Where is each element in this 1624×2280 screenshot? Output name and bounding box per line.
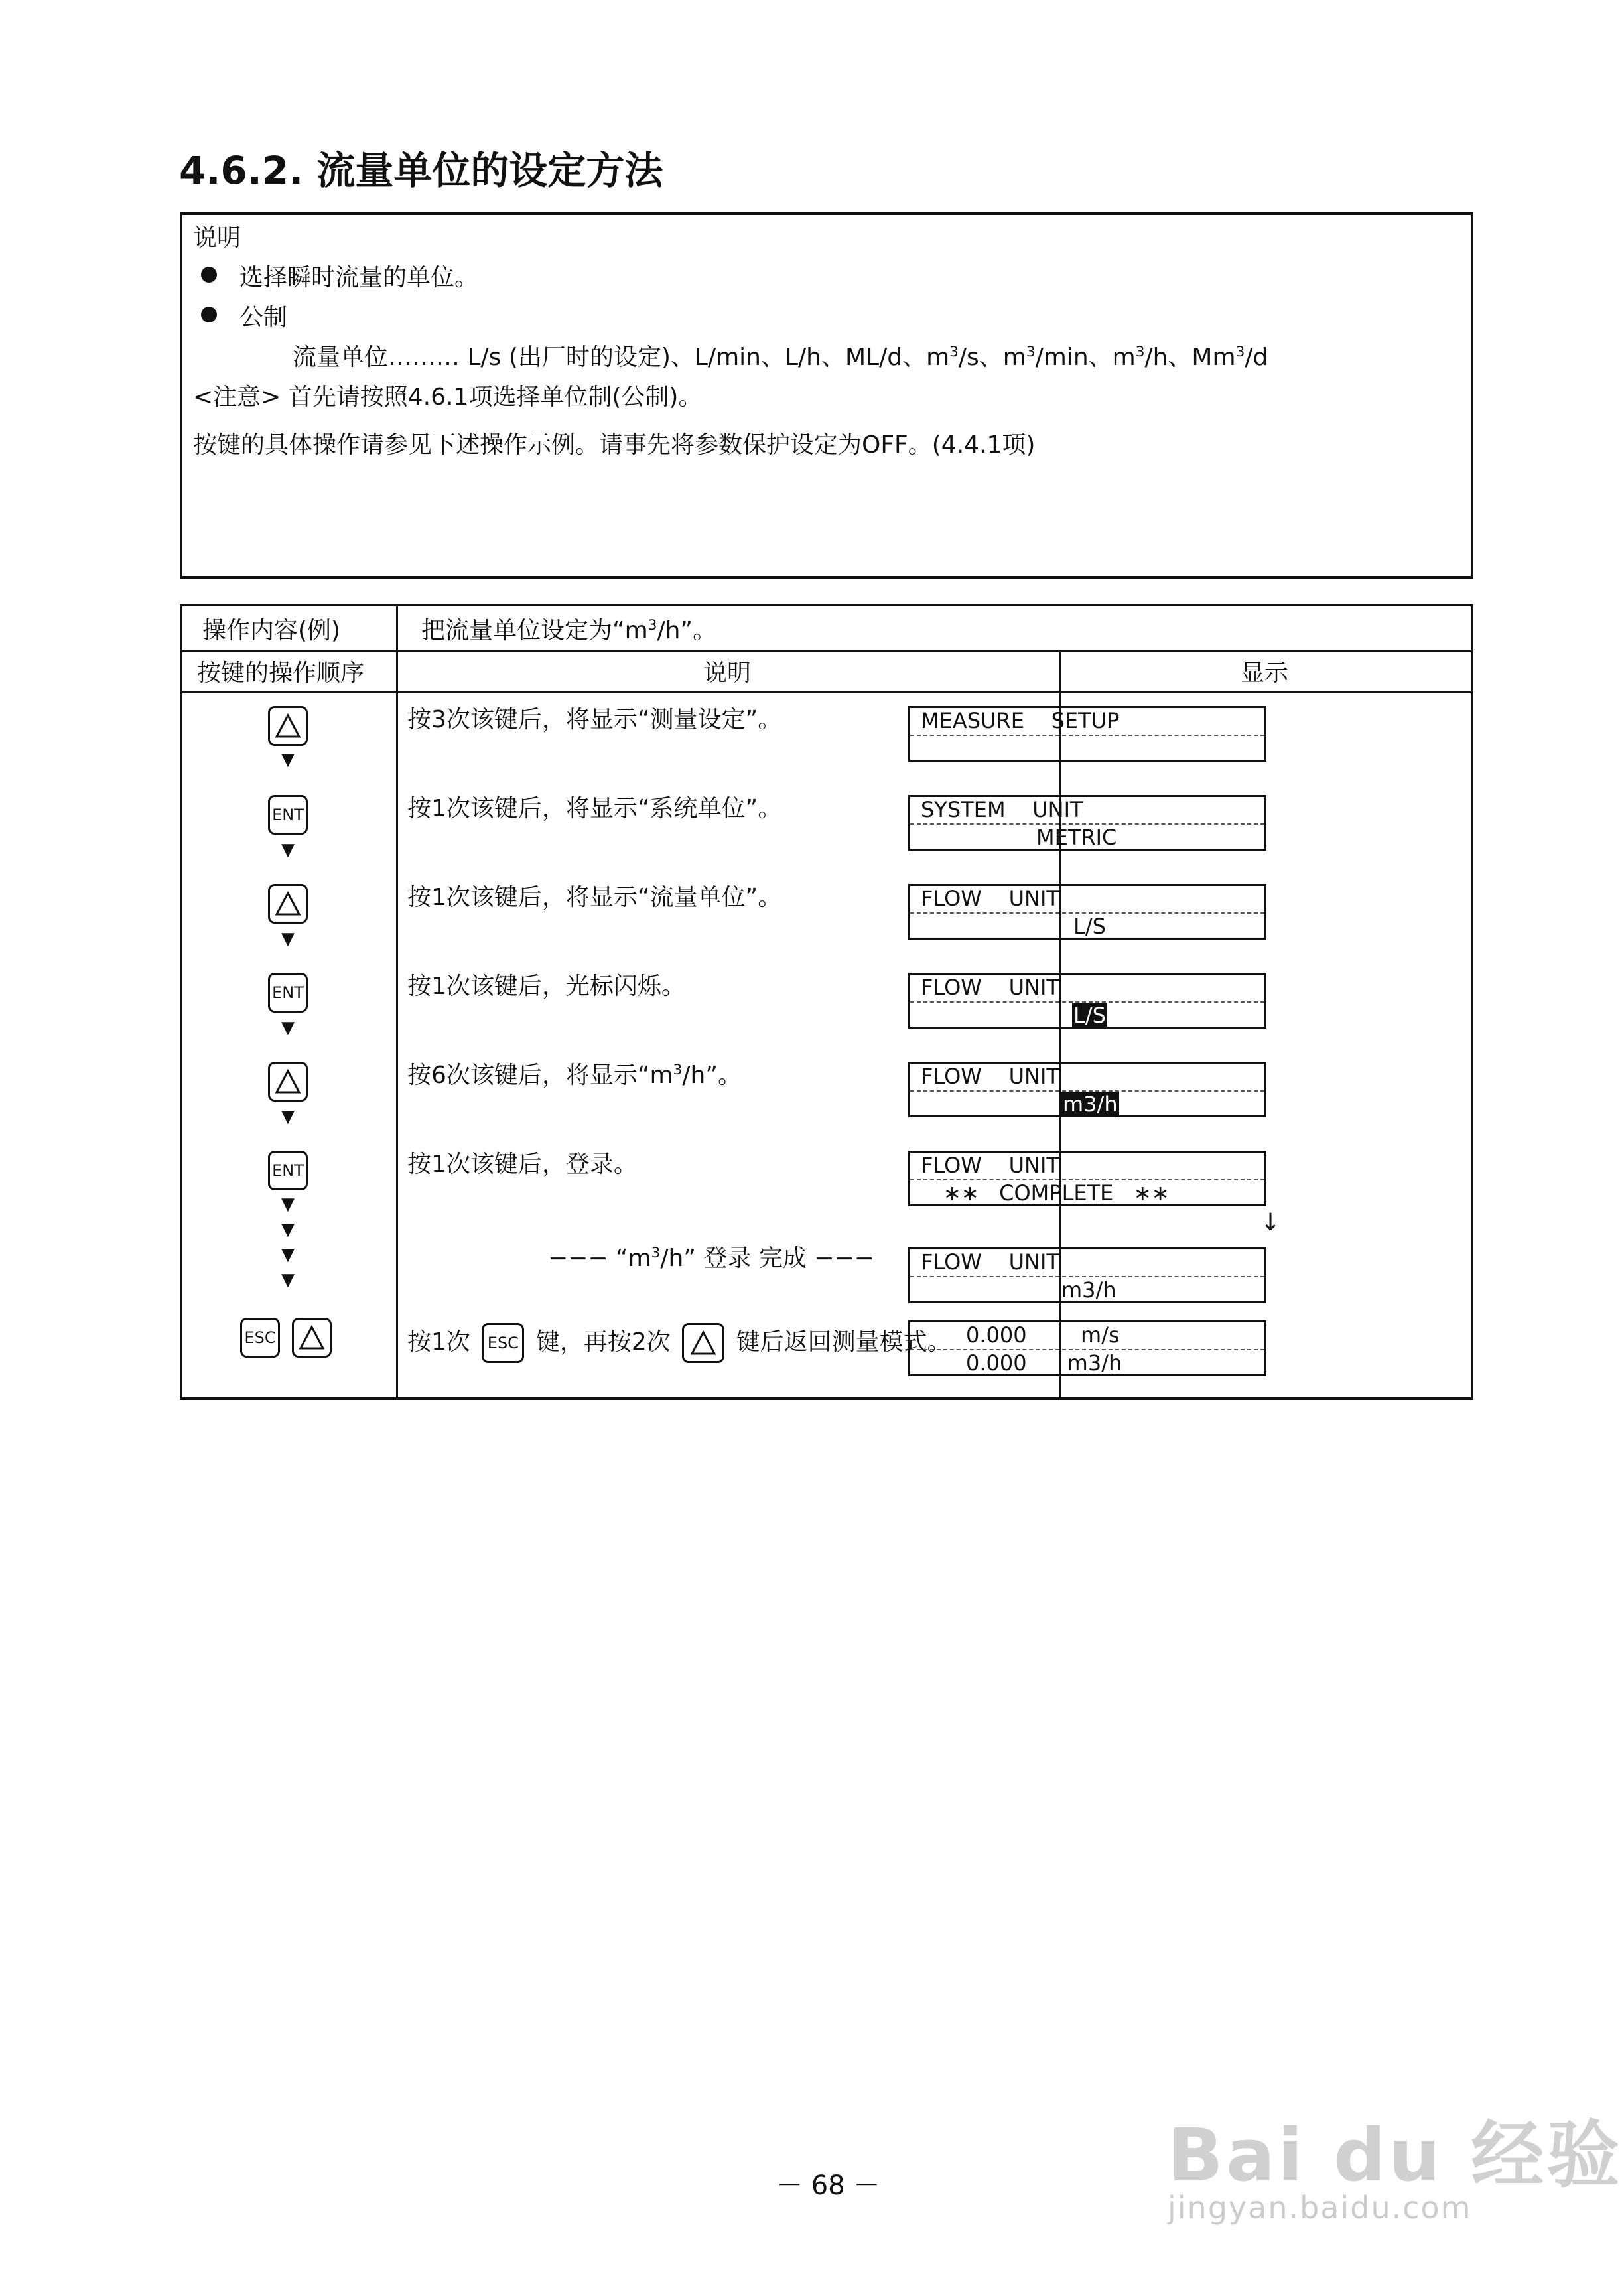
down-triangle-icon: ▼ [281, 1245, 295, 1265]
step-desc: 按1次该键后，将显示“流量单位”。 [407, 884, 782, 911]
esc-key[interactable]: ESC [482, 1323, 524, 1363]
key-instruction-text: 按键的具体操作请参见下述操作示例。请事先将参数保护设定为OFF。(4.4.1项) [193, 431, 1036, 459]
lcd-display: FLOW UNIT L/S [908, 884, 1266, 940]
lcd-display: FLOW UNIT m3/h [908, 1062, 1266, 1117]
op-content-value: 把流量单位设定为“$m^3/h$”。 [421, 617, 717, 644]
down-triangle-icon: ▼ [281, 1194, 295, 1214]
down-triangle-icon: ▼ [281, 1270, 295, 1290]
lcd-display: FLOW UNIT m3/h [908, 1247, 1266, 1303]
down-arrow-icon: ↓ [1260, 1209, 1281, 1236]
up-key[interactable] [268, 706, 308, 746]
col-header-desc: 说明 [703, 660, 752, 687]
down-triangle-icon: ▼ [281, 929, 295, 949]
up-key[interactable] [268, 1062, 308, 1102]
description-label: 说明 [193, 224, 241, 251]
ent-key[interactable]: ENT [268, 1151, 308, 1190]
lcd-display: FLOW UNIT L/S [908, 973, 1266, 1029]
page-number: － 68 － [776, 2171, 880, 2201]
section-heading: 4.6.2. 流量单位的设定方法 [179, 148, 663, 193]
ent-key[interactable]: ENT [268, 795, 308, 835]
up-key[interactable] [292, 1318, 332, 1358]
op-content-label: 操作内容(例) [202, 617, 341, 644]
lcd-display: 0.000 m/s 0.000 m3/h [908, 1320, 1266, 1376]
lcd-display: SYSTEM UNIT METRIC [908, 795, 1266, 851]
lcd-cursor: m3/h [1063, 1092, 1118, 1117]
bullet-icon [201, 307, 217, 322]
final-step-desc: 按1次 ESC 键，再按2次 键后返回测量模式。 [407, 1323, 951, 1363]
lcd-display: FLOW UNIT ∗∗ COMPLETE ∗∗ [908, 1151, 1266, 1206]
description-box [180, 212, 1473, 579]
bullet-icon [201, 267, 217, 283]
step-desc: 按1次该键后，光标闪烁。 [407, 973, 685, 1000]
down-triangle-icon: ▼ [281, 750, 295, 770]
step-desc: 按6次该键后，将显示“$m^3/h$”。 [407, 1062, 742, 1089]
watermark-logo: Bai du 经验 [1168, 2113, 1623, 2198]
down-triangle-icon: ▼ [281, 840, 295, 860]
col-header-keys: 按键的操作顺序 [197, 660, 365, 687]
flow-units-list: 流量单位……… L/s (出厂时的设定)、L/min、L/h、ML/d、$m^3/s$、$m^3/\min$、$m^3/h$、Mm$^3$/d [293, 344, 1268, 371]
watermark-url: jingyan.baidu.com [1168, 2190, 1472, 2226]
down-triangle-icon: ▼ [281, 1107, 295, 1127]
note-text: <注意> 首先请按照4.6.1项选择单位制(公制)。 [193, 384, 703, 411]
step-desc: 按3次该键后，将显示“测量设定”。 [407, 706, 782, 733]
step-desc: 按1次该键后，登录。 [407, 1151, 638, 1178]
up-key[interactable] [268, 884, 308, 924]
operation-table [180, 604, 1473, 1400]
bullet-text-1: 选择瞬时流量的单位。 [239, 264, 479, 291]
up-key[interactable] [682, 1323, 724, 1363]
down-triangle-icon: ▼ [281, 1220, 295, 1240]
bullet-text-2: 公制 [239, 304, 288, 331]
lcd-cursor: L/S [1073, 1003, 1106, 1028]
ent-key[interactable]: ENT [268, 973, 308, 1013]
esc-key[interactable]: ESC [240, 1318, 280, 1358]
col-header-display: 显示 [1241, 660, 1289, 687]
complete-message: −−− “$m^3/h$” 登录 完成 −−− [548, 1245, 874, 1272]
lcd-display: MEASURE SETUP [908, 706, 1266, 762]
down-triangle-icon: ▼ [281, 1018, 295, 1038]
step-desc: 按1次该键后，将显示“系统单位”。 [407, 795, 782, 822]
